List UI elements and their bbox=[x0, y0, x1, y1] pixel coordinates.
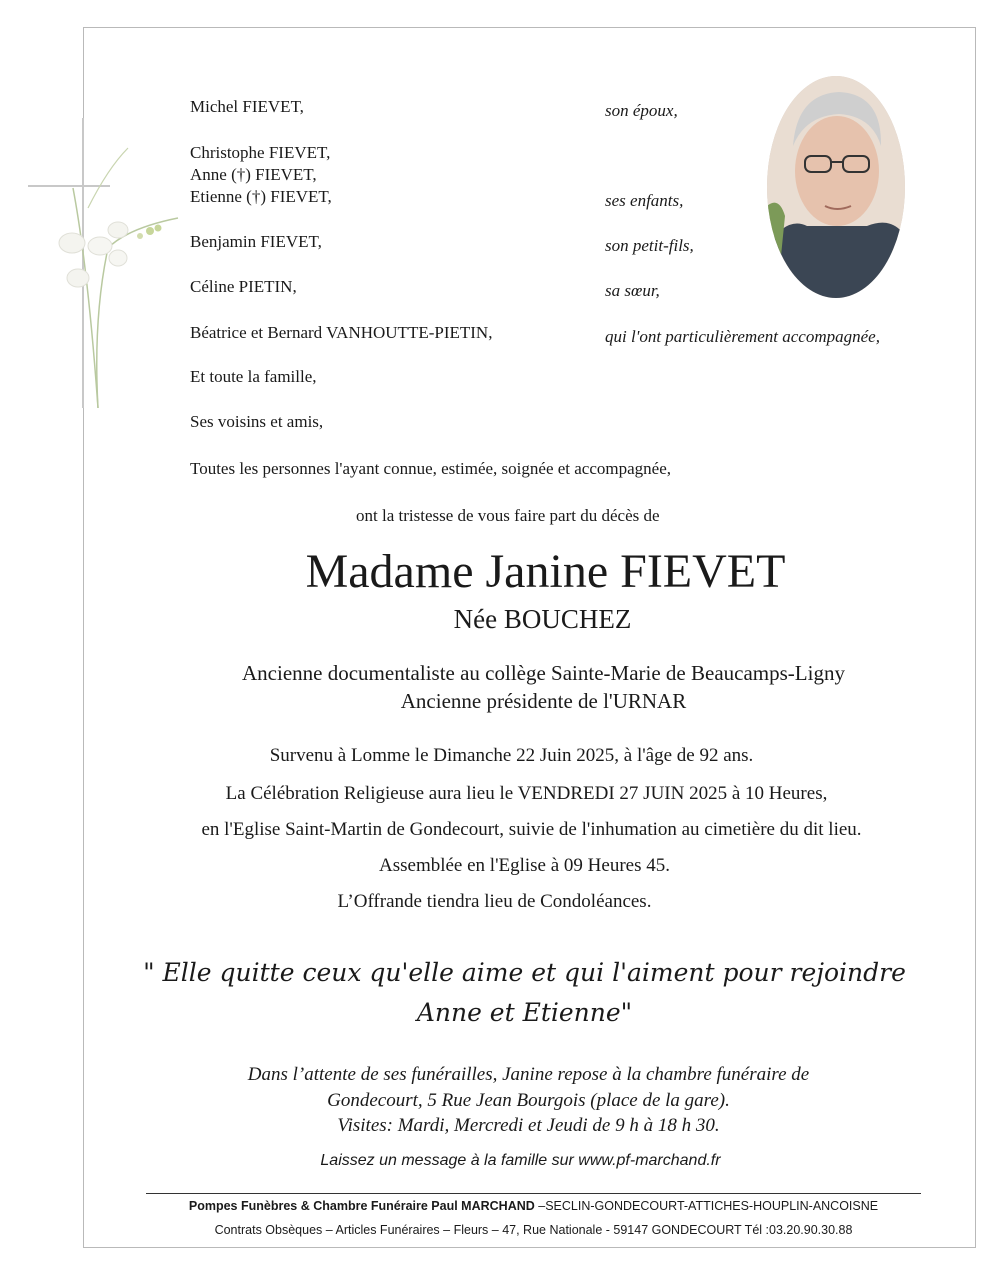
footer-line-2: Contrats Obsèques – Articles Funéraires – Fleurs – 47, Rue Nationale - 59147 GONDECOURT Tél :03.20.90.30.88 bbox=[214, 1223, 853, 1237]
relation-spouse: son époux, bbox=[605, 101, 678, 120]
visit-line-2: Gondecourt, 5 Rue Jean Bourgois (place de la gare). bbox=[327, 1090, 730, 1111]
visit-line-1: Dans l’attente de ses funérailles, Janine repose à la chambre funéraire de bbox=[247, 1064, 810, 1085]
others-people: Toutes les personnes l'ayant connue, estimée, soignée et accompagnée, bbox=[190, 459, 672, 478]
footer-divider bbox=[146, 1193, 921, 1194]
relation-sister: sa sœur, bbox=[605, 281, 660, 300]
deceased-name: Madame Janine FIEVET bbox=[305, 545, 786, 598]
family-name-michel: Michel FIEVET, bbox=[190, 97, 304, 116]
family-name-beatrice-bernard: Béatrice et Bernard VANHOUTTE-PIETIN, bbox=[190, 323, 493, 342]
cross-with-orchid-icon bbox=[28, 118, 198, 418]
footer-towns: –SECLIN-GONDECOURT-ATTICHES-HOUPLIN-ANCOISNE bbox=[534, 1199, 879, 1213]
footer-company: Pompes Funèbres & Chambre Funéraire Paul MARCHAND bbox=[188, 1199, 535, 1213]
footer-line-1 bbox=[31, 1199, 1005, 1213]
portrait-photo bbox=[767, 76, 905, 298]
family-name-etienne: Etienne (†) FIEVET, bbox=[190, 187, 332, 206]
maiden-name: Née BOUCHEZ bbox=[453, 604, 632, 634]
detail-death: Survenu à Lomme le Dimanche 22 Juin 2025, à l'âge de 92 ans. bbox=[269, 745, 754, 766]
family-name-christophe: Christophe FIEVET, bbox=[190, 143, 331, 162]
detail-offering: L’Offrande tiendra lieu de Condoléances. bbox=[337, 891, 652, 912]
visit-line-3: Visites: Mardi, Mercredi et Jeudi de 9 h à 18 h 30. bbox=[337, 1115, 720, 1136]
relation-grandson: son petit-fils, bbox=[605, 236, 694, 255]
family-name-benjamin: Benjamin FIEVET, bbox=[190, 232, 322, 251]
message-link[interactable]: Laissez un message à la famille sur www.pf-marchand.fr bbox=[320, 1152, 721, 1169]
others-family: Et toute la famille, bbox=[190, 367, 317, 386]
relation-accompanied: qui l'ont particulièrement accompagnée, bbox=[605, 327, 880, 346]
detail-assembly: Assemblée en l'Eglise à 09 Heures 45. bbox=[379, 855, 670, 876]
family-name-anne: Anne (†) FIEVET, bbox=[190, 165, 317, 184]
quote-line-2: Anne et Etienne" bbox=[416, 998, 633, 1027]
role-documentalist: Ancienne documentaliste au collège Sainte-Marie de Beaucamps-Ligny bbox=[242, 661, 845, 685]
relation-children: ses enfants, bbox=[605, 191, 684, 210]
quote-line-1: " Elle quitte ceux qu'elle aime et qui l'aiment pour rejoindre bbox=[143, 958, 906, 987]
detail-ceremony: La Célébration Religieuse aura lieu le VENDREDI 27 JUIN 2025 à 10 Heures, bbox=[225, 783, 828, 804]
announcement-text: ont la tristesse de vous faire part du décès de bbox=[356, 506, 660, 525]
role-president: Ancienne présidente de l'URNAR bbox=[400, 689, 687, 713]
family-name-celine: Céline PIETIN, bbox=[190, 277, 297, 296]
detail-church: en l'Eglise Saint-Martin de Gondecourt, suivie de l'inhumation au cimetière du dit lieu. bbox=[201, 819, 862, 840]
others-neighbours: Ses voisins et amis, bbox=[190, 412, 324, 431]
